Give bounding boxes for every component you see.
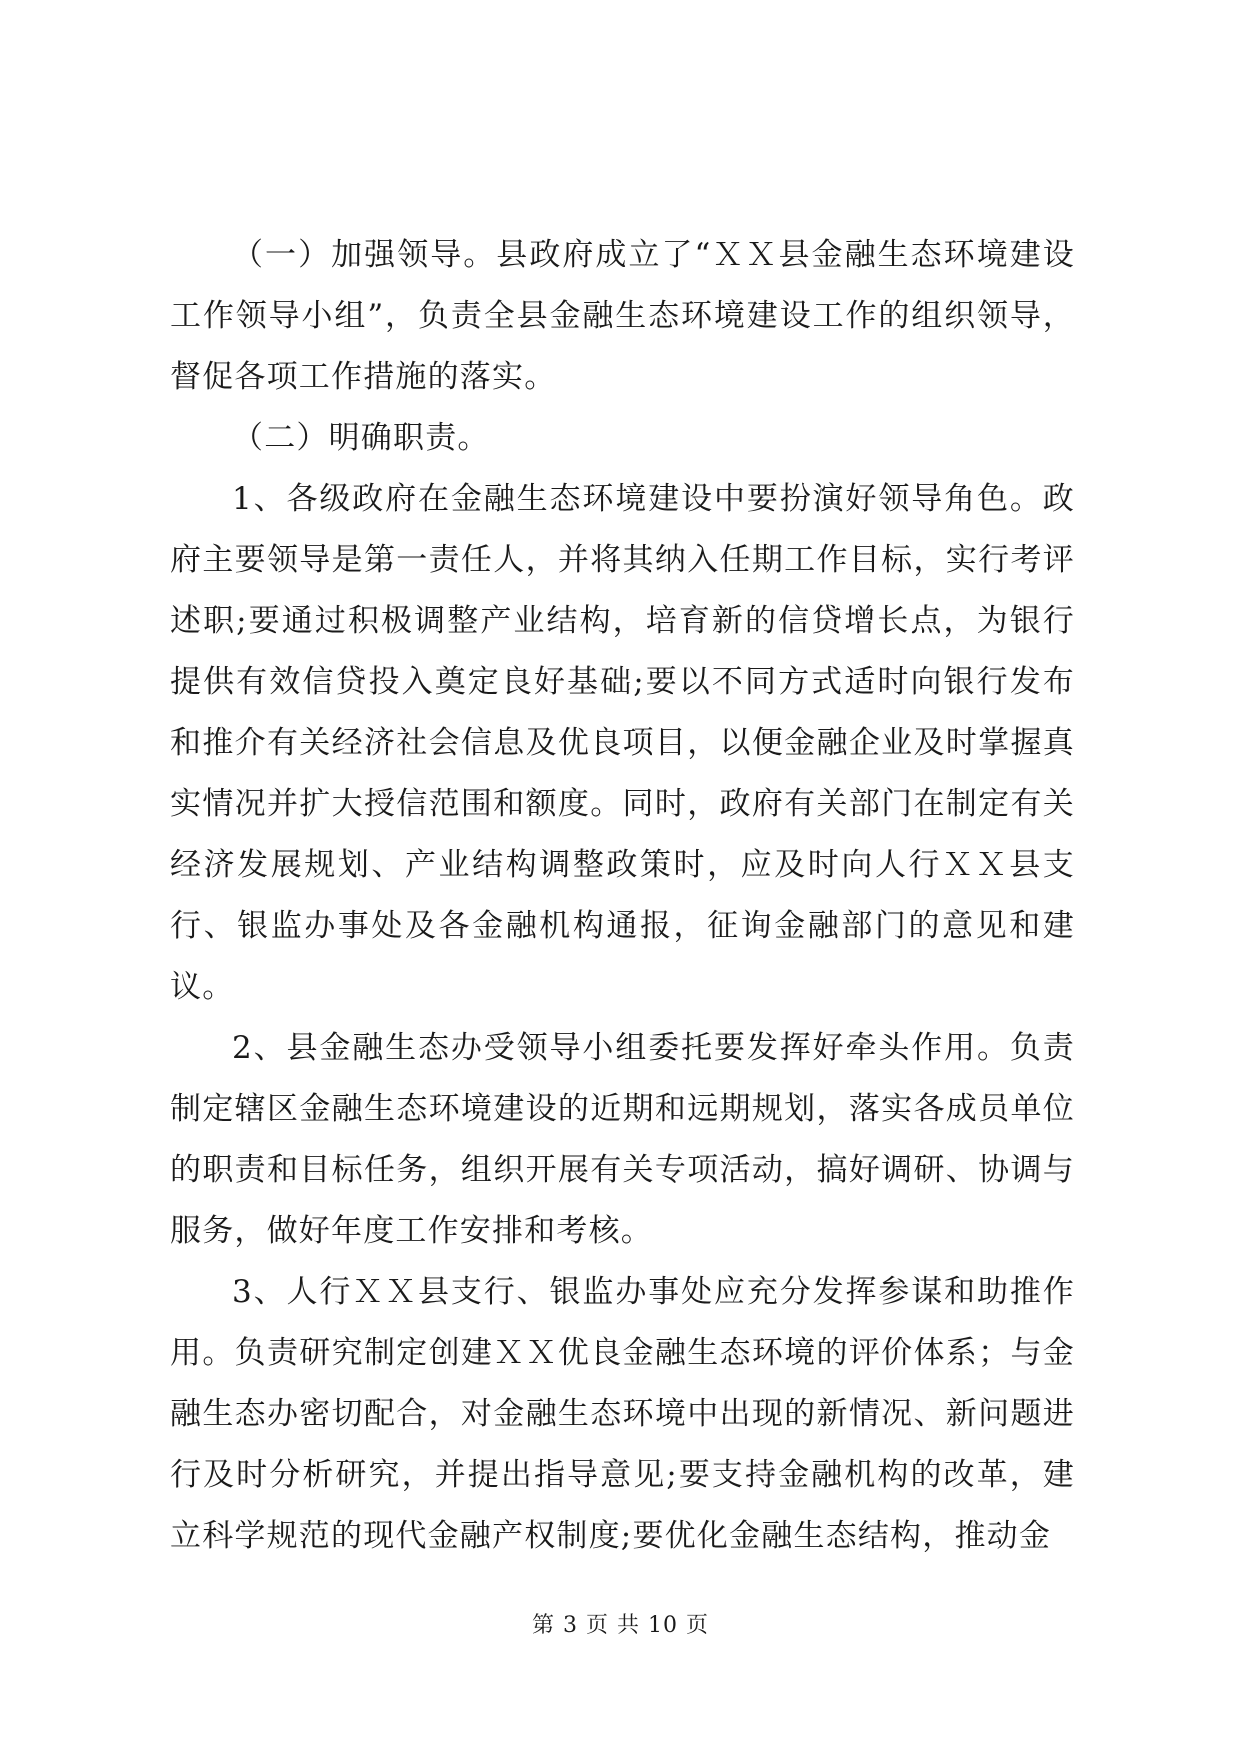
page-footer: 第 3 页 共 10 页 <box>532 1613 709 1638</box>
paragraph-item-1: 1、各级政府在金融生态环境建设中要扮演好领导角色。政府主要领导是第一责任人，并将其纳入任期工作目标，实行考评述职;要通过积极调整产业结构，培育新的信贷增长点，为银行提供有效信贷投入奠定良好基础;要以不同方式适时向银行发布和推介有关经济社会信息及优良项目，以便金融企业及时掌握真实情况并扩大授信范围和额度。同时，政府有关部门在制定有关经济发展规划、产业结构调整政策时，应及时向人行ＸＸ县支行、银监办事处及各金融机构通报，征询金融部门的意见和建议。 <box>170 481 1075 1005</box>
paragraph-item-3: 3、人行ＸＸ县支行、银监办事处应充分发挥参谋和助推作用。负责研究制定创建ＸＸ优良金融生态环境的评价体系；与金融生态办密切配合，对金融生态环境中出现的新情况、新问题进行及时分析研究，并提出指导意见;要支持金融机构的改革，建立科学规范的现代金融产权制度;要优化金融生态结构，推动金 <box>170 1274 1075 1554</box>
paragraph-item-2: 2、县金融生态办受领导小组委托要发挥好牵头作用。负责制定辖区金融生态环境建设的近期和远期规划，落实各成员单位的职责和目标任务，组织开展有关专项活动，搞好调研、协调与服务，做好年度工作安排和考核。 <box>170 1030 1075 1249</box>
paragraph-clarify-duties-heading: （二）明确职责。 <box>232 420 490 456</box>
document-body <box>170 225 1075 1567</box>
paragraph-strengthen-leadership: （一）加强领导。县政府成立了“ＸＸ县金融生态环境建设工作领导小组”，负责全县金融生态环境建设工作的组织领导，督促各项工作措施的落实。 <box>170 237 1075 395</box>
